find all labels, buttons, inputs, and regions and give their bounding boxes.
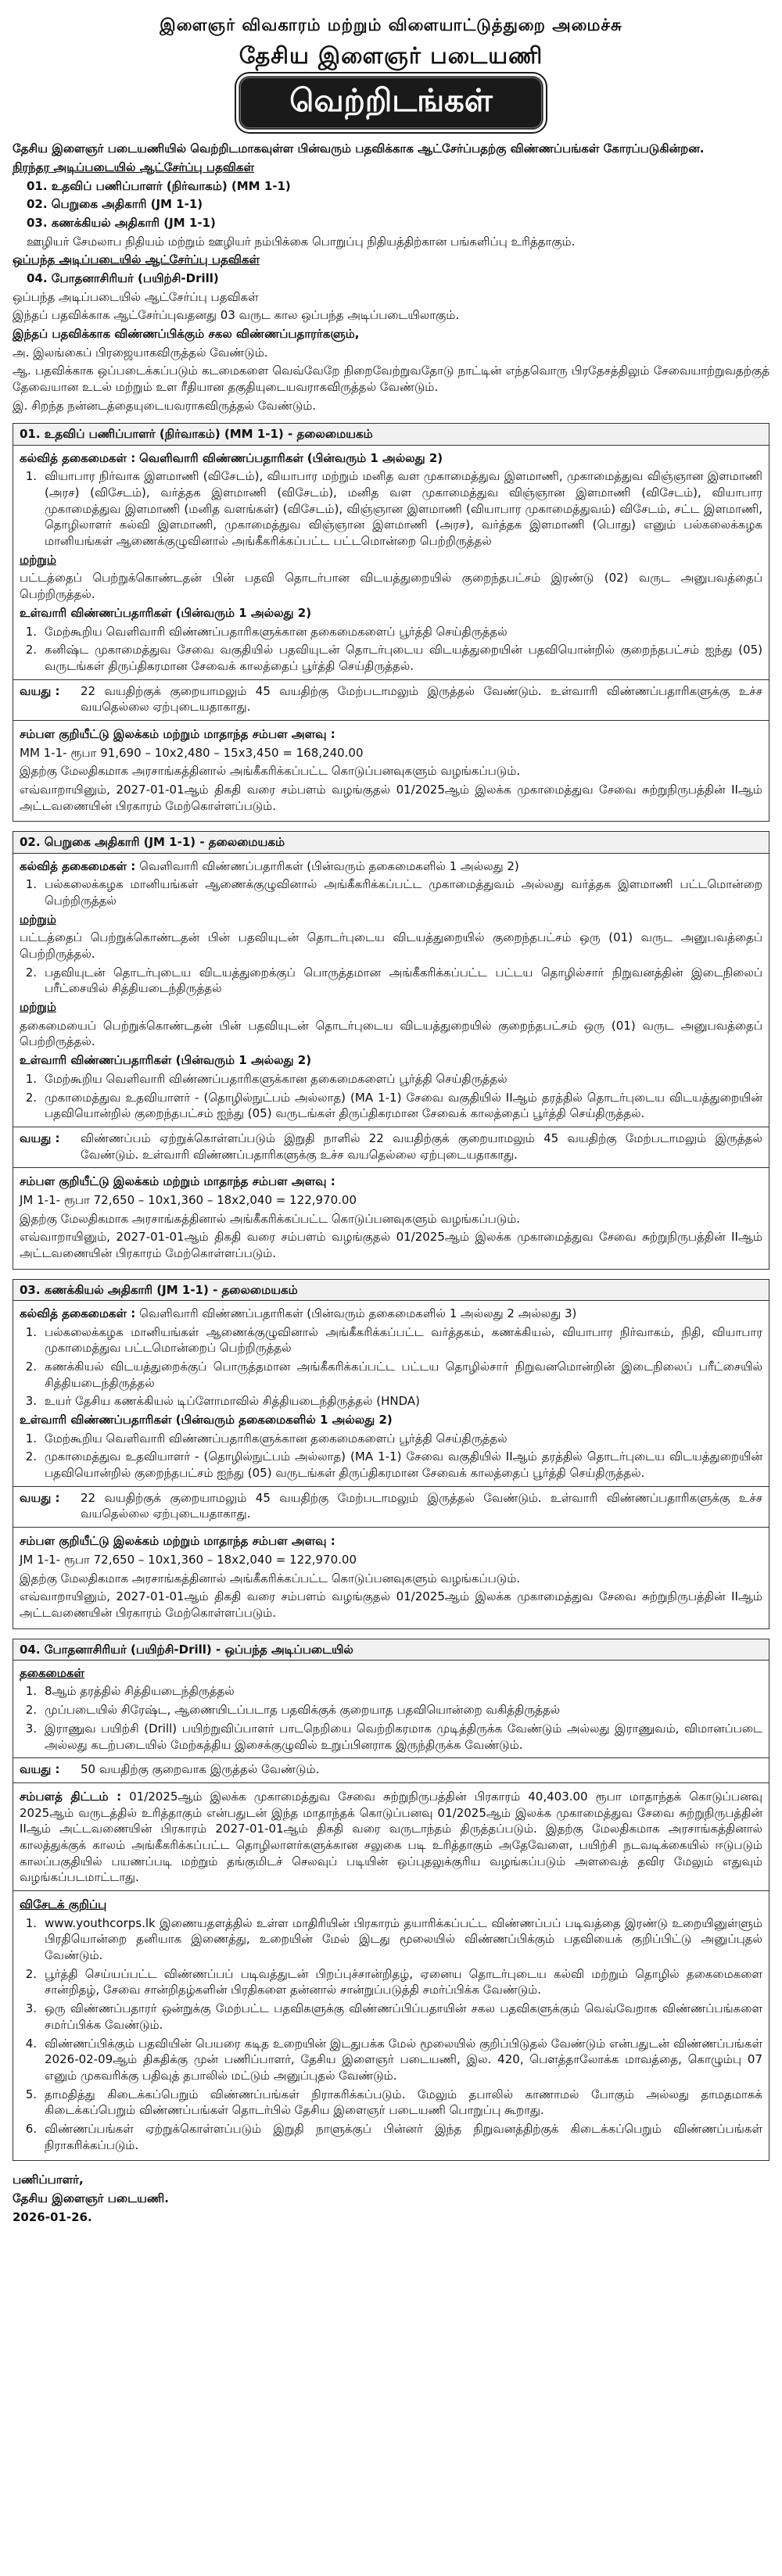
ministry-name: இளைஞர் விவகாரம் மற்றும் விளையாட்டுத்துறை அமைச்சு	[160, 16, 622, 34]
post4-section	[13, 1660, 769, 2162]
post3-age-label: வயது :	[20, 1490, 60, 1505]
post1-edu1: வியாபார நிர்வாக இளமாணி (விசேடம்), வியாபார மற்றும் மனித வள முகாமைத்துவ இளமாணி, முகாமைத்துவ விஞ்ஞான இளமாணி (அரச) (விசேடம்), வர்த்தக இளமாணி (விசேடம்), மனித வள முகாமைத்துவ விஞ்ஞான இளமாணி (விசேடம்), வியாபார முகாமைத்துவ இளமாணி (மனித வளங்கள்) (விசேடம்), விஞ்ஞான இளமாணி (வியாபார முகாமைத்துவம்) விசேடம், சட்ட இளமாணி, தொழிலாளர் கல்வி இளமாணி, முகாமைத்துவ விஞ்ஞான இளமாணி (அரச), வர்த்தக இளமாணி (பொது) எனும் பல்கலைக்கழக மானியங்கள் ஆணைக்குழுவினால் அங்கீகரிக்கப்பட்ட பட்டமொன்றை பெற்றிருத்தல்	[45, 469, 762, 549]
post4-q1: 8ஆம் தரத்தில் சித்தியடைந்திருத்தல்	[45, 1684, 235, 1699]
permanent-post-3: 03. கணக்கியல் அதிகாரி (JM 1-1)	[27, 215, 216, 230]
post4-pay: 01/2025ஆம் இலக்க முகாமைத்துவ சேவை சுற்றுநிருபத்தின் பிரகாரம் 40,403.00 ரூபா மாதாந்தக் கொடுப்பனவு 2025ஆம் வருடத்தில் உரித்தாகும் என்பதுடன் இந்த மாதாந்தக் கொடுப்பனவு 01/2025ஆம் இலக்க முகாமைத்துவ சேவை சுற்றுநிருபத்தின் IIஆம் அட்டவணையின் பிரகாரம் 2027-01-01ஆம் திகதி வரை வருடாந்தம் திருத்தப்படும். இதற்கு மேலதிகமாக அரசாங்கத்தினால் காலத்துக்குக் காலம் அங்கீகரிக்கப்பட்ட தொழிலாளர்களுக்கான சலுகை படி உரித்தாகும் அதேவேளை, பயிற்சி நடவடிக்கையில் ஈடுபடும் காலப்பகுதியில் பயணப்படி மற்றும் தங்குமிடச் செலவுப் படியின் ஒப்புதலுக்குரிய வழங்கப்படும் அளவைத் தவிர மேலும் எதுவும் வழங்கப்படமாட்டாது.	[20, 1789, 762, 1885]
special-item-5: தாமதித்து கிடைக்கப்பெறும் விண்ணப்பங்கள் நிராகரிக்கப்படும். மேலும் தபாலில் காணாமல் போகும் அல்லது தாமதமாகக் கிடைக்கப்பெறும் விண்ணப்பங்கள் தொடர்பில் தேசிய இளைஞர் படையணி பொறுப்பு கூறாது.	[45, 2087, 762, 2118]
intro-text: தேசிய இளைஞர் படையணியில் வெற்றிடமாகவுள்ள பின்வரும் பதவிக்காக ஆட்சேர்ப்பதற்கு விண்ணப்பங்கள் கோரப்படுகின்றன.	[13, 142, 705, 156]
vacancies-banner: வெற்றிடங்கள்	[239, 76, 543, 130]
signature-date: 2026-01-26.	[13, 2209, 92, 2224]
and-label: மற்றும்	[20, 1000, 56, 1015]
special-heading: விசேடக் குறிப்பு	[20, 1897, 107, 1912]
post3-int2: முகாமைத்துவ உதவியாளர் - (தொழில்நுட்பம் அல்லாத) (MA 1-1) சேவை வகுதியில் IIஆம் தரத்தில் தொடர்புடைய விடயத்துறையின் பதவியொன்றில் குறைந்தபட்சம் ஐந்து (05) வருடங்கள் திருப்திகரமான சேவைக் காலத்தைப் பூர்த்தி செய்திருத்தல்.	[45, 1449, 762, 1481]
post2-edu1-tail: பட்டத்தைப் பெற்றுக்கொண்டதன் பின் பதவியுடன் தொடர்புடைய விடயத்துறையில் குறைந்தபட்சம் ஒரு (01) வருட அனுபவத்தைப் பெற்றிருத்தல்.	[20, 930, 762, 962]
post3-allowance: இதற்கு மேலதிகமாக அரசாங்கத்தினால் அங்கீகரிக்கப்பட்ட கொடுப்பனவுகளும் வழங்கப்படும்.	[20, 1571, 521, 1585]
post3-edu-label: கல்வித் தகைமைகள் :	[20, 1306, 136, 1320]
notice-header	[13, 14, 769, 130]
post4-age-label: வயது :	[20, 1762, 60, 1777]
post1-revision: எவ்வாறாயினும், 2027-01-01ஆம் திகதி வரை சம்பளம் வழங்குதல் 01/2025ஆம் இலக்க முகாமைத்துவ சேவை சுற்றுநிருபத்தின் IIஆம் அட்டவணையின் பிரகாரம் மேற்கொள்ளப்படும்.	[20, 783, 762, 813]
post1-salary-label: சம்பள குறியீட்டு இலக்கம் மற்றும் மாதாந்த சம்பள அளவு :	[20, 726, 335, 741]
list-item: 2. முகாமைத்துவ உதவியாளர் - (தொழில்நுட்பம் அல்லாத) (MA 1-1) சேவை வகுதியில் IIஆம் தரத்தில் தொடர்புடைய விடயத்துறையின் பதவியொன்றில் குறைந்தபட்சம் ஐந்து (05) வருடங்கள் திருப்திகரமான சேவைக் காலத்தைப் பூர்த்தி செய்திருத்தல்.	[25, 1449, 762, 1481]
post1-allowance: இதற்கு மேலதிகமாக அரசாங்கத்தினால் அங்கீகரிக்கப்பட்ட கொடுப்பனவுகளும் வழங்கப்படும்.	[20, 764, 521, 779]
post3-internal-label: உள்வாரி விண்ணப்பதாரிகள் (பின்வரும் தகைமைகளில் 1 அல்லது 2)	[20, 1413, 393, 1428]
list-item: 1. வியாபார நிர்வாக இளமாணி (விசேடம்), வியாபார மற்றும் மனித வள முகாமைத்துவ இளமாணி, முகாமைத்துவ விஞ்ஞான இளமாணி (அரச) (விசேடம்), வர்த்தக இளமாணி (விசேடம்), மனித வள முகாமைத்துவ விஞ்ஞான இளமாணி (விசேடம்), வியாபார முகாமைத்துவ இளமாணி (மனித வளங்கள்) (விசேடம்), விஞ்ஞான இளமாணி (வியாபார முகாமைத்துவம்) விசேடம், சட்ட இளமாணி, தொழிலாளர் கல்வி இளமாணி, முகாமைத்துவ விஞ்ஞான இளமாணி (அரச), வர்த்தக இளமாணி (பொது) எனும் பல்கலைக்கழக மானியங்கள் ஆணைக்குழுவினால் அங்கீகரிக்கப்பட்ட பட்டமொன்றை பெற்றிருத்தல்	[25, 469, 762, 549]
post2-section	[13, 853, 769, 1270]
special-item-1: www.youthcorps.lk இணையதளத்தில் உள்ள மாதிரியின் பிரகாரம் தயாரிக்கப்பட்ட விண்ணப்பப் படிவத்தை இரண்டு உறையினுள்ளும் பிரதியொன்றை தனியாக இணைத்து, உறையின் மேல் இடது மூலையில் விண்ணப்பிக்கும் பதவியைக் குறிப்பிட்டு அனுப்புதல் வேண்டும்.	[45, 1915, 762, 1963]
list-item: 1. மேற்கூறிய வெளிவாரி விண்ணப்பதாரிகளுக்கான தகைமைகளைப் பூர்த்தி செய்திருத்தல்	[20, 1431, 762, 1447]
post3-edu2: கணக்கியல் விடயத்துறைக்குப் பொருத்தமான அங்கீகரிக்கப்பட்ட பட்டய தொழில்சார் நிறுவனமொன்றின் இடைநிலைப் பரீட்சையில் சித்தியடைந்திருத்தல்	[45, 1359, 762, 1390]
post2-salary-label: சம்பள குறியீட்டு இலக்கம் மற்றும் மாதாந்த சம்பள அளவு :	[20, 1174, 335, 1189]
post1-internal-label: உள்வாரி விண்ணப்பதாரிகள் (பின்வரும் 1 அல்லது 2)	[20, 605, 312, 620]
post4-pay-row	[13, 1782, 769, 1886]
and-label: மற்றும்	[20, 552, 56, 567]
post3-edu-note: வெளிவாரி விண்ணப்பதாரிகள் (பின்வரும் தகைமைகளில் 1 அல்லது 2 அல்லது 3)	[139, 1306, 577, 1320]
post1-age: 22 வயதிற்குக் குறையாமலும் 45 வயதிற்கு மேற்படாமலும் இருத்தல் வேண்டும். உள்வாரி விண்ணப்பதாரிகளுக்கு உச்ச வயதெல்லை ஏற்புடையதாகாது.	[81, 683, 762, 715]
signature-block	[13, 2172, 769, 2225]
post2-age-label: வயது :	[20, 1130, 60, 1145]
post2-revision: எவ்வாறாயினும், 2027-01-01ஆம் திகதி வரை சம்பளம் வழங்குதல் 01/2025ஆம் இலக்க முகாமைத்துவ சேவை சுற்றுநிருபத்தின் IIஆம் அட்டவணையின் பிரகாரம் மேற்கொள்ளப்படும்.	[20, 1230, 762, 1261]
post3-age-row	[13, 1486, 769, 1522]
list-item: 1. பல்கலைக்கழக மானியங்கள் ஆணைக்குழுவினால் அங்கீகரிக்கப்பட்ட வர்த்தகம், கணக்கியல், வியாபார நிர்வாகம், நிதி, வியாபார முகாமைத்துவ பட்டமொன்றைப் பெற்றிருத்தல்	[25, 1324, 762, 1356]
post3-salary-label: சம்பள குறியீட்டு இலக்கம் மற்றும் மாதாந்த சம்பள அளவு :	[20, 1534, 335, 1549]
post4-q3: இராணுவ பயிற்சி (Drill) பயிற்றுவிப்பாளர் பாடநெறியை வெற்றிகரமாக முடித்திருக்க வேண்டும் அல்லது இராணுவம், விமானப்படை அல்லது கடற்படையில் மேற்கத்திய இசைக்குழுவில் உறுப்பினராக இருந்திருக்க வேண்டும்.	[45, 1721, 762, 1752]
list-item: 2. கணக்கியல் விடயத்துறைக்குப் பொருத்தமான அங்கீகரிக்கப்பட்ட பட்டய தொழில்சார் நிறுவனமொன்றின் இடைநிலைப் பரீட்சையில் சித்தியடைந்திருத்தல்	[25, 1359, 762, 1390]
list-item: 3. ஒரு விண்ணப்பதாரர் ஒன்றுக்கு மேற்பட்ட பதவிகளுக்கு விண்ணப்பிப்பதாயின் சகல பதவிகளுக்கும் வெவ்வேறாக விண்ணப்பங்களை சமர்ப்பிக்க வேண்டும்.	[25, 2001, 762, 2032]
post2-int2: முகாமைத்துவ உதவியாளர் - (தொழில்நுட்பம் அல்லாத) (MA 1-1) சேவை வகுதியில் IIஆம் தரத்தில் தொடர்புடைய விடயத்துறையின் பதவியொன்றில் குறைந்தபட்சம் ஐந்து (05) வருடங்கள் திருப்திகரமான சேவைக் காலத்தைப் பூர்த்தி செய்திருத்தல்.	[45, 1090, 762, 1121]
permanent-post-2: 02. பெறுகை அதிகாரி (JM 1-1)	[27, 197, 203, 212]
contract-heading: ஒப்பந்த அடிப்படையில் ஆட்சேர்ப்பு பதவிகள்	[13, 253, 260, 267]
post2-edu-note: வெளிவாரி விண்ணப்பதாரிகள் (பின்வரும் தகைமைகளில் 1 அல்லது 2)	[139, 858, 519, 873]
list-item: 2. பதவியுடன் தொடர்புடைய விடயத்துறைக்குப் பொருத்தமான அங்கீகரிக்கப்பட்ட பட்டய தொழில்சார் நிறுவனத்தின் இடைநிலைப் பரீட்சையில் சித்தியடைந்திருத்தல்	[25, 965, 762, 996]
all-applicants-c: இ. சிறந்த நன்னடத்தையுடையவராகவிருத்தல் வேண்டும்.	[13, 398, 317, 413]
post3-salary-row	[13, 1527, 769, 1621]
pension-note: ஊழியர் சேமலாப நிதியம் மற்றும் ஊழியர் நம்பிக்கை பொறுப்பு நிதியத்திற்கான பங்களிப்பு உரித்தாகும்.	[27, 234, 576, 249]
post2-age-row	[13, 1127, 769, 1163]
post1-edu-label: கல்வித் தகைமைகள் :	[20, 450, 136, 465]
post2-internal-label: உள்வாரி விண்ணப்பதாரிகள் (பின்வரும் 1 அல்லது 2)	[20, 1053, 312, 1068]
contract-note-1: ஒப்பந்த அடிப்படையில் ஆட்சேர்ப்பு பதவிகள்	[13, 289, 259, 304]
post1-title: 01. உதவிப் பணிப்பாளர் (நிர்வாகம்) (MM 1-1) - தலைமையகம்	[13, 423, 769, 446]
post2-edu-label: கல்வித் தகைமைகள் :	[20, 858, 136, 873]
list-item: 1. 8ஆம் தரத்தில் சித்தியடைந்திருத்தல்	[20, 1683, 762, 1700]
post1-section	[13, 445, 769, 822]
list-item: 4. விண்ணப்பிக்கும் பதவியின் பெயரை கடித உறையின் இடதுபக்க மேல் மூலையில் குறிப்பிடுதல் வேண்டும் என்பதுடன் விண்ணப்பங்கள் 2026-02-09ஆம் திகதிக்கு முன் பணிப்பாளர், தேசிய இளைஞர் படையணி, இல. 420, பெளத்தாலோக்க மாவத்தை, கொழும்பு 07 எனும் முகவரிக்கு பதிவுத் தபாலில் மட்டும் அனுப்புதல் வேண்டும்.	[25, 2036, 762, 2083]
list-item: 2. முப்படையில் சிரேஷ்ட, ஆணையிடப்படாத பதவிக்குக் குறையாத பதவியொன்றை வகித்திருத்தல்	[20, 1702, 762, 1718]
permanent-heading: நிரந்தர அடிப்படையில் ஆட்சேர்ப்பு பதவிகள்	[13, 159, 255, 174]
special-notes	[13, 1890, 769, 2153]
list-item: 1. மேற்கூறிய வெளிவாரி விண்ணப்பதாரிகளுக்கான தகைமைகளைப் பூர்த்தி செய்திருத்தல்	[20, 1071, 762, 1087]
all-applicants-a: அ. இலங்கைப் பிரஜையாகவிருத்தல் வேண்டும்.	[13, 345, 268, 360]
post3-section	[13, 1300, 769, 1629]
permanent-post-1: 01. உதவிப் பணிப்பாளர் (நிர்வாகம்) (MM 1-1)	[27, 178, 291, 193]
all-applicants-heading: இந்தப் பதவிக்காக விண்ணப்பிக்கும் சகல விண்ணப்பதாரர்களும்,	[13, 327, 360, 342]
signature-role: பணிப்பாளர்,	[13, 2173, 84, 2187]
post2-edu1: பல்கலைக்கழக மானியங்கள் ஆணைக்குழுவினால் அங்கீகரிக்கப்பட்ட முகாமைத்துவம் அல்லது வர்த்தக இளமாணி பட்டமொன்றை பெற்றிருத்தல்	[45, 877, 762, 908]
post4-age: 50 வயதிற்கு குறைவாக இருத்தல் வேண்டும்.	[81, 1762, 320, 1777]
all-applicants-b: ஆ. பதவிக்காக ஒப்படைக்கப்படும் கடமைகளை வெவ்வேறே நிறைவேற்றுவதோடு நாட்டின் எந்தவொரு பிரதேசத்திலும் சேவையாற்றுவதற்குத் தேவையான உடல் மற்றும் உள ரீதியான தகுதியுடையவராகவிருத்தல் வேண்டும்.	[13, 364, 769, 395]
post2-edu2: பதவியுடன் தொடர்புடைய விடயத்துறைக்குப் பொருத்தமான அங்கீகரிக்கப்பட்ட பட்டய தொழில்சார் நிறுவனத்தின் இடைநிலைப் பரீட்சையில் சித்தியடைந்திருத்தல்	[45, 965, 762, 996]
signature-org: தேசிய இளைஞர் படையணி.	[13, 2191, 169, 2206]
list-item: 1. மேற்கூறிய வெளிவாரி விண்ணப்பதாரிகளுக்கான தகைமைகளைப் பூர்த்தி செய்திருத்தல்	[20, 624, 762, 640]
special-item-4: விண்ணப்பிக்கும் பதவியின் பெயரை கடித உறையின் இடதுபக்க மேல் மூலையில் குறிப்பிடுதல் வேண்டும் என்பதுடன் விண்ணப்பங்கள் 2026-02-09ஆம் திகதிக்கு முன் பணிப்பாளர், தேசிய இளைஞர் படையணி, இல. 420, பெளத்தாலோக்க மாவத்தை, கொழும்பு 07 எனும் முகவரிக்கு பதிவுத் தபாலில் மட்டும் அனுப்புதல் வேண்டும்.	[45, 2036, 762, 2083]
post2-int1: மேற்கூறிய வெளிவாரி விண்ணப்பதாரிகளுக்கான தகைமைகளைப் பூர்த்தி செய்திருத்தல்	[45, 1071, 508, 1086]
post1-age-label: வயது :	[20, 683, 60, 698]
post2-age: விண்ணப்பம் ஏற்றுக்கொள்ளப்படும் இறுதி நாளில் 22 வயதிற்குக் குறையாமலும் 45 வயதிற்கு மேற்படாமலும் இருத்தல் வேண்டும். உள்வாரி விண்ணப்பதாரிகளுக்கு உச்ச வயதெல்லை ஏற்புடையதாகாது.	[81, 1130, 762, 1162]
list-item: 2. பூர்த்தி செய்யப்பட்ட விண்ணப்பப் படிவத்துடன் பிறப்புச்சான்றிதழ், ஏனைய தொடர்புடைய கல்வி மற்றும் தொழில் தகைமைகளை சான்றிதழ், சேவை சான்றிதழ்களின் பிரதிகளை தன்னால் சான்றுப்படுத்தி சமர்ப்பிக்க வேண்டும்.	[25, 1966, 762, 1997]
post1-salary: MM 1-1- ரூபா 91,690 – 10x2,480 – 15x3,450 = 168,240.00	[20, 745, 364, 760]
post3-age: 22 வயதிற்குக் குறையாமலும் 45 வயதிற்கு மேற்படாமலும் இருத்தல் வேண்டும். உள்வாரி விண்ணப்பதாரிகளுக்கு உச்ச வயதெல்லை ஏற்புடையதாகாது.	[81, 1490, 762, 1521]
post1-external-label: வெளிவாரி விண்ணப்பதாரிகள்	[139, 450, 303, 465]
post1-age-row	[13, 679, 769, 715]
list-item: 5. தாமதித்து கிடைக்கப்பெறும் விண்ணப்பங்கள் நிராகரிக்கப்படும். மேலும் தபாலில் காணாமல் போகும் அல்லது தாமதமாகக் கிடைக்கப்பெறும் விண்ணப்பங்கள் தொடர்பில் தேசிய இளைஞர் படையணி பொறுப்பு கூறாது.	[25, 2087, 762, 2118]
organization-name: தேசிய இளைஞர் படையணி	[239, 41, 543, 69]
contract-post: 04. போதனாசிரியர் (பயிற்சி-Drill)	[27, 270, 219, 285]
post1-int2: கனிஷ்ட முகாமைத்துவ சேவை வகுதியில் பதவியுடன் தொடர்புடைய விடயத்துறையின் பதவியொன்றில் குறைந்தபட்சம் ஐந்து (05) வருடங்கள் திருப்திகரமான சேவைக் காலத்தைப் பூர்த்தி செய்திருத்தல்.	[45, 643, 762, 673]
list-item: 3. உயர் தேசிய கணக்கியல் டிப்ளோமாவில் சித்தியடைந்திருத்தல் (HNDA)	[20, 1393, 762, 1410]
post1-salary-row	[13, 720, 769, 814]
list-item: 3. இராணுவ பயிற்சி (Drill) பயிற்றுவிப்பாளர் பாடநெறியை வெற்றிகரமாக முடித்திருக்க வேண்டும் அல்லது இராணுவம், விமானப்படை அல்லது கடற்படையில் மேற்கத்திய இசைக்குழுவில் உறுப்பினராக இருந்திருக்க வேண்டும்.	[25, 1721, 762, 1752]
post2-title: 02. பெறுகை அதிகாரி (JM 1-1) - தலைமையகம்	[13, 831, 769, 854]
list-item: 2. முகாமைத்துவ உதவியாளர் - (தொழில்நுட்பம் அல்லாத) (MA 1-1) சேவை வகுதியில் IIஆம் தரத்தில் தொடர்புடைய விடயத்துறையின் பதவியொன்றில் குறைந்தபட்சம் ஐந்து (05) வருடங்கள் திருப்திகரமான சேவைக் காலத்தைப் பூர்த்தி செய்திருத்தல்.	[25, 1090, 762, 1121]
post3-int1: மேற்கூறிய வெளிவாரி விண்ணப்பதாரிகளுக்கான தகைமைகளைப் பூர்த்தி செய்திருத்தல்	[45, 1431, 508, 1446]
post3-edu3: உயர் தேசிய கணக்கியல் டிப்ளோமாவில் சித்தியடைந்திருத்தல் (HNDA)	[45, 1394, 420, 1409]
and-label: மற்றும்	[20, 912, 56, 926]
post4-pay-label: சம்பளத் திட்டம் :	[20, 1789, 122, 1804]
post1-edu-note: (பின்வரும் 1 அல்லது 2)	[307, 450, 443, 465]
post2-edu2-tail: தகைமையைப் பெற்றுக்கொண்டதன் பின் பதவியுடன் தொடர்புடைய விடயத்துறையில் குறைந்தபட்சம் ஒரு (01) வருட அனுபவத்தைப் பெற்றிருத்தல்.	[20, 1018, 762, 1049]
post3-salary: JM 1-1- ரூபா 72,650 – 10x1,360 – 18x2,040 = 122,970.00	[20, 1552, 357, 1567]
post4-q2: முப்படையில் சிரேஷ்ட, ஆணையிடப்படாத பதவிக்குக் குறையாத பதவியொன்றை வகித்திருத்தல்	[45, 1703, 561, 1718]
post2-allowance: இதற்கு மேலதிகமாக அரசாங்கத்தினால் அங்கீகரிக்கப்பட்ட கொடுப்பனவுகளும் வழங்கப்படும்.	[20, 1211, 521, 1226]
post4-qual-label: தகைமைகள்	[20, 1665, 84, 1680]
post1-int1: மேற்கூறிய வெளிவாரி விண்ணப்பதாரிகளுக்கான தகைமைகளைப் பூர்த்தி செய்திருத்தல்	[45, 624, 508, 639]
post2-salary-row	[13, 1167, 769, 1261]
special-item-6: விண்ணப்பங்கள் ஏற்றுக்கொள்ளப்படும் இறுதி நாளுக்குப் பின்னர் இந்த நிறுவனத்திற்குக் கிடைக்கப்பெறும் விண்ணப்பங்கள் நிராகரிக்கப்படும்.	[45, 2121, 762, 2152]
list-item: 1. www.youthcorps.lk இணையதளத்தில் உள்ள மாதிரியின் பிரகாரம் தயாரிக்கப்பட்ட விண்ணப்பப் படிவத்தை இரண்டு உறையினுள்ளும் பிரதியொன்றை தனியாக இணைத்து, உறையின் மேல் இடது மூலையில் விண்ணப்பிக்கும் பதவியைக் குறிப்பிட்டு அனுப்புதல் வேண்டும்.	[25, 1915, 762, 1963]
special-item-2: பூர்த்தி செய்யப்பட்ட விண்ணப்பப் படிவத்துடன் பிறப்புச்சான்றிதழ், ஏனைய தொடர்புடைய கல்வி மற்றும் தொழில் தகைமைகளை சான்றிதழ், சேவை சான்றிதழ்களின் பிரதிகளை தன்னால் சான்றுப்படுத்தி சமர்ப்பிக்க வேண்டும்.	[45, 1966, 762, 1997]
list-item: 2. கனிஷ்ட முகாமைத்துவ சேவை வகுதியில் பதவியுடன் தொடர்புடைய விடயத்துறையின் பதவியொன்றில் குறைந்தபட்சம் ஐந்து (05) வருடங்கள் திருப்திகரமான சேவைக் காலத்தைப் பூர்த்தி செய்திருத்தல்.	[25, 643, 762, 673]
post4-age-row	[13, 1757, 769, 1778]
post1-edu1-tail: பட்டத்தைப் பெற்றுக்கொண்டதன் பின் பதவி தொடர்பான விடயத்துறையில் குறைந்தபட்சம் இரண்டு (02) வருட அனுபவத்தைப் பெற்றிருத்தல்.	[20, 571, 762, 602]
post2-salary: JM 1-1- ரூபா 72,650 – 10x1,360 – 18x2,040 = 122,970.00	[20, 1192, 357, 1207]
contract-note-2: இந்தப் பதவிக்காக ஆட்சேர்ப்புவதனது 03 வருட கால ஒப்பந்த அடிப்படையிலாகும்.	[13, 308, 460, 323]
list-item: 6. விண்ணப்பங்கள் ஏற்றுக்கொள்ளப்படும் இறுதி நாளுக்குப் பின்னர் இந்த நிறுவனத்திற்குக் கிடைக்கப்பெறும் விண்ணப்பங்கள் நிராகரிக்கப்படும்.	[25, 2121, 762, 2152]
post4-title: 04. போதனாசிரியர் (பயிற்சி-Drill) - ஒப்பந்த அடிப்படையில்	[13, 1639, 769, 1661]
post3-revision: எவ்வாறாயினும், 2027-01-01ஆம் திகதி வரை சம்பளம் வழங்குதல் 01/2025ஆம் இலக்க முகாமைத்துவ சேவை சுற்றுநிருபத்தின் IIஆம் அட்டவணையின் பிரகாரம் மேற்கொள்ளப்படும்.	[20, 1589, 762, 1620]
list-item: 1. பல்கலைக்கழக மானியங்கள் ஆணைக்குழுவினால் அங்கீகரிக்கப்பட்ட முகாமைத்துவம் அல்லது வர்த்தக இளமாணி பட்டமொன்றை பெற்றிருத்தல்	[25, 877, 762, 908]
post3-title: 03. கணக்கியல் அதிகாரி (JM 1-1) - தலைமையகம்	[13, 1279, 769, 1302]
post3-edu1: பல்கலைக்கழக மானியங்கள் ஆணைக்குழுவினால் அங்கீகரிக்கப்பட்ட வர்த்தகம், கணக்கியல், வியாபார நிர்வாகம், நிதி, வியாபார முகாமைத்துவ பட்டமொன்றைப் பெற்றிருத்தல்	[45, 1324, 762, 1356]
special-item-3: ஒரு விண்ணப்பதாரர் ஒன்றுக்கு மேற்பட்ட பதவிகளுக்கு விண்ணப்பிப்பதாயின் சகல பதவிகளுக்கும் வெவ்வேறாக விண்ணப்பங்களை சமர்ப்பிக்க வேண்டும்.	[45, 2001, 762, 2032]
